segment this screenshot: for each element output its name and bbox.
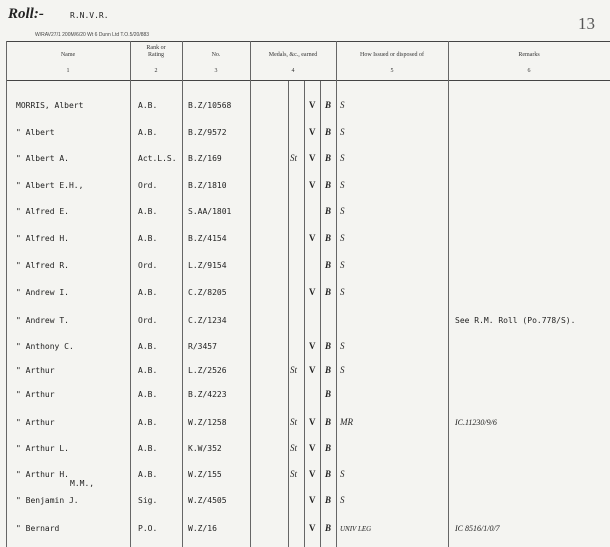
- entry-rank: A.B.: [138, 390, 158, 399]
- medal-victory: V: [309, 233, 316, 243]
- medal-victory: V: [309, 365, 316, 375]
- medal-victory: V: [309, 469, 316, 479]
- entry-number: B.Z/9572: [188, 128, 227, 137]
- entry-number: C.Z/8205: [188, 288, 227, 297]
- issued-how: S: [340, 365, 345, 375]
- medal-british-war: B: [325, 469, 332, 479]
- medal-british-war: B: [325, 287, 332, 297]
- col-head-medals: Medals, &c., earned: [268, 52, 318, 58]
- col-num-issued: 5: [390, 68, 394, 74]
- medal-victory: V: [309, 100, 316, 110]
- entry-name: " Albert E.H.,: [16, 181, 84, 190]
- entry-rank: Ord.: [138, 261, 158, 270]
- issued-how: S: [340, 100, 345, 110]
- entry-name: " Benjamin J.: [16, 496, 79, 505]
- page-number: 13: [578, 14, 595, 33]
- entry-name: " Bernard: [16, 524, 60, 533]
- medal-star: St: [290, 417, 298, 427]
- medal-british-war: B: [325, 127, 332, 137]
- col-num-rank: 2: [154, 68, 158, 74]
- col-head-remarks: Remarks: [518, 52, 540, 58]
- unit-label: R.N.V.R.: [70, 11, 109, 20]
- col-num-remarks: 6: [527, 68, 531, 74]
- medal-british-war: B: [325, 389, 332, 399]
- medal-british-war: B: [325, 206, 332, 216]
- medal-british-war: B: [325, 100, 332, 110]
- entry-number: B.Z/10568: [188, 101, 232, 110]
- entry-rank: A.B.: [138, 444, 158, 453]
- issued-how: S: [340, 495, 345, 505]
- medal-victory: V: [309, 127, 316, 137]
- issued-how: S: [340, 206, 345, 216]
- issued-how: S: [340, 233, 345, 243]
- entry-number: W.Z/1258: [188, 418, 227, 427]
- entry-remarks: IC.11230/9/6: [455, 418, 497, 427]
- entry-rank: P.O.: [138, 524, 158, 533]
- entry-number: C.Z/1234: [188, 316, 227, 325]
- entry-number: B.Z/4223: [188, 390, 227, 399]
- issued-how: UNIV LEG: [340, 525, 372, 533]
- medal-british-war: B: [325, 180, 332, 190]
- medal-star: St: [290, 443, 298, 453]
- medal-british-war: B: [325, 341, 332, 351]
- col-divider: [250, 41, 251, 547]
- entry-name: " Arthur: [16, 390, 55, 399]
- col-head-no: No.: [211, 52, 221, 58]
- entry-name: MORRIS, Albert: [16, 101, 84, 110]
- entry-name: " Arthur: [16, 366, 55, 375]
- issued-how: MR: [340, 417, 353, 427]
- entry-number: B.Z/1810: [188, 181, 227, 190]
- medal-victory: V: [309, 180, 316, 190]
- entry-number: B.Z/169: [188, 154, 222, 163]
- medal-star: St: [290, 153, 298, 163]
- entry-name: " Albert A.: [16, 154, 69, 163]
- entry-name: " Arthur: [16, 418, 55, 427]
- col-divider: [182, 41, 183, 547]
- entry-rank: A.B.: [138, 418, 158, 427]
- col-head-rank: Rank or Rating: [146, 45, 166, 58]
- col-divider: [288, 81, 289, 547]
- entry-name: " Arthur L.: [16, 444, 69, 453]
- entry-rank: A.B.: [138, 128, 158, 137]
- entry-number: W.Z/4505: [188, 496, 227, 505]
- entry-number: S.AA/1801: [188, 207, 232, 216]
- medal-victory: V: [309, 417, 316, 427]
- entry-rank: Ord.: [138, 316, 158, 325]
- entry-rank: A.B.: [138, 470, 158, 479]
- entry-rank: A.B.: [138, 207, 158, 216]
- entry-number: B.Z/4154: [188, 234, 227, 243]
- entry-name: " Anthony C.: [16, 342, 74, 351]
- col-divider: [304, 81, 305, 547]
- col-num-no: 3: [214, 68, 218, 74]
- medal-british-war: B: [325, 260, 332, 270]
- top-rule: [6, 41, 610, 42]
- entry-rank: Sig.: [138, 496, 158, 505]
- entry-rank: A.B.: [138, 288, 158, 297]
- col-divider: [336, 41, 337, 547]
- entry-name: " Andrew I.: [16, 288, 69, 297]
- entry-rank: Act.L.S.: [138, 154, 177, 163]
- medal-victory: V: [309, 523, 316, 533]
- col-divider: [130, 41, 131, 547]
- entry-name: " Alfred E.: [16, 207, 69, 216]
- entry-rank: A.B.: [138, 342, 158, 351]
- issued-how: S: [340, 260, 345, 270]
- issued-how: S: [340, 153, 345, 163]
- medal-british-war: B: [325, 365, 332, 375]
- medal-victory: V: [309, 341, 316, 351]
- entry-remarks: IC 8516/1/0/7: [455, 524, 500, 533]
- entry-rank: A.B.: [138, 234, 158, 243]
- col-divider: [320, 81, 321, 547]
- issued-how: S: [340, 341, 345, 351]
- issued-how: S: [340, 127, 345, 137]
- header-rule: [6, 80, 610, 81]
- medal-star: St: [290, 469, 298, 479]
- col-divider: [6, 41, 7, 547]
- col-head-name: Name: [60, 52, 76, 58]
- entry-rank: Ord.: [138, 181, 158, 190]
- col-divider: [448, 41, 449, 547]
- entry-rank: A.B.: [138, 101, 158, 110]
- entry-number: K.W/352: [188, 444, 222, 453]
- medal-victory: V: [309, 495, 316, 505]
- medal-british-war: B: [325, 233, 332, 243]
- entry-name: " Alfred R.: [16, 261, 69, 270]
- entry-name: " Albert: [16, 128, 55, 137]
- entry-number: W.Z/16: [188, 524, 217, 533]
- medal-victory: V: [309, 287, 316, 297]
- entry-number: W.Z/155: [188, 470, 222, 479]
- entry-number: L.Z/9154: [188, 261, 227, 270]
- issued-how: S: [340, 287, 345, 297]
- entry-number: L.Z/2526: [188, 366, 227, 375]
- entry-name: " Andrew T.: [16, 316, 69, 325]
- entry-rank: A.B.: [138, 366, 158, 375]
- roll-label: Roll:-: [8, 6, 44, 22]
- entry-number: R/3457: [188, 342, 217, 351]
- medal-victory: V: [309, 443, 316, 453]
- entry-name: " Arthur H.: [16, 470, 69, 479]
- medal-british-war: B: [325, 153, 332, 163]
- issued-how: S: [340, 469, 345, 479]
- col-head-issued: How Issued or disposed of: [360, 52, 424, 58]
- col-num-name: 1: [66, 68, 70, 74]
- medal-british-war: B: [325, 443, 332, 453]
- medal-british-war: B: [325, 523, 332, 533]
- col-num-medals: 4: [291, 68, 295, 74]
- entry-name-suffix: M.M.,: [70, 479, 95, 488]
- medal-british-war: B: [325, 417, 332, 427]
- medal-victory: V: [309, 153, 316, 163]
- print-code: W/RAV27/1 200M/6/20 Wt 6 Dunn Ltd T.O.5/20/883: [35, 32, 150, 38]
- issued-how: S: [340, 180, 345, 190]
- medal-british-war: B: [325, 495, 332, 505]
- entry-remarks: See R.M. Roll (Po.778/S).: [455, 316, 576, 325]
- medal-star: St: [290, 365, 298, 375]
- entry-name: " Alfred H.: [16, 234, 69, 243]
